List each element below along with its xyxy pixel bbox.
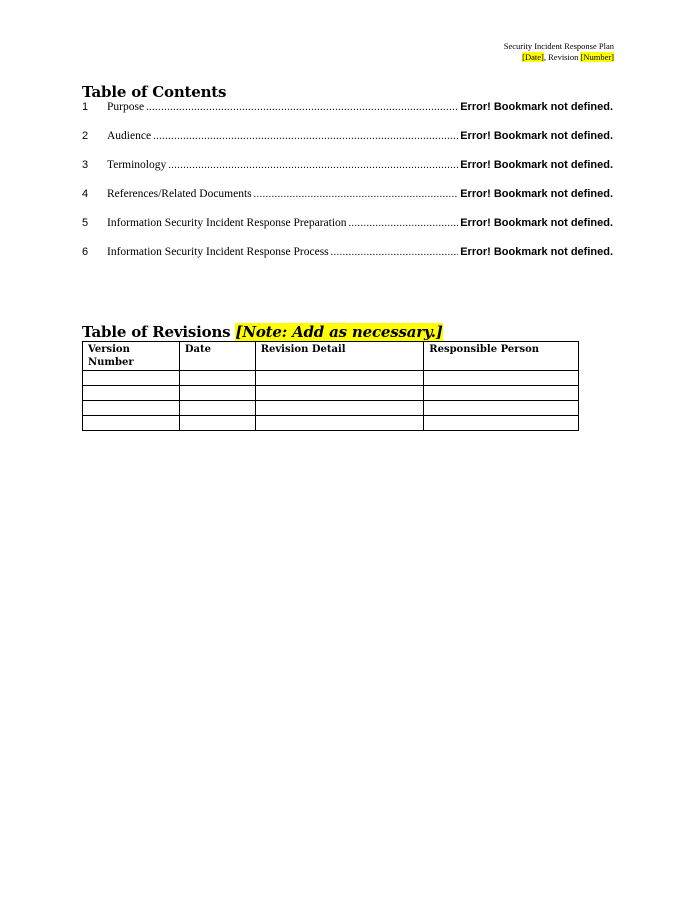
toc-entry-page: Error! Bookmark not defined. bbox=[460, 159, 613, 171]
table-cell[interactable] bbox=[424, 401, 579, 416]
toc-leader-dots bbox=[153, 131, 458, 142]
toc-entry-number: 3 bbox=[82, 159, 89, 171]
toc-entry-number: 2 bbox=[82, 130, 89, 142]
toc-entry-number: 4 bbox=[82, 188, 89, 200]
toc-entry[interactable] bbox=[82, 101, 613, 130]
toc-entry[interactable] bbox=[82, 246, 613, 275]
table-of-contents bbox=[82, 101, 613, 275]
table-cell[interactable] bbox=[179, 416, 255, 431]
column-header-date: Date bbox=[179, 342, 255, 371]
table-cell[interactable] bbox=[424, 386, 579, 401]
toc-entry-page: Error! Bookmark not defined. bbox=[460, 188, 613, 200]
toc-entry-page: Error! Bookmark not defined. bbox=[460, 130, 613, 142]
table-cell[interactable] bbox=[255, 416, 424, 431]
toc-entry-page: Error! Bookmark not defined. bbox=[460, 101, 613, 113]
table-cell[interactable] bbox=[179, 401, 255, 416]
table-cell[interactable] bbox=[83, 401, 180, 416]
table-cell[interactable] bbox=[255, 386, 424, 401]
toc-entry[interactable] bbox=[82, 130, 613, 159]
column-header-version-number: Version Number bbox=[83, 342, 180, 371]
toc-entry-number: 1 bbox=[82, 101, 89, 113]
table-row bbox=[83, 401, 579, 416]
table-cell[interactable] bbox=[83, 371, 180, 386]
toc-entry[interactable] bbox=[82, 188, 613, 217]
table-cell[interactable] bbox=[255, 371, 424, 386]
revisions-title-text: Table of Revisions bbox=[82, 323, 236, 341]
revisions-table bbox=[82, 341, 579, 431]
column-header-revision-detail: Revision Detail bbox=[255, 342, 424, 371]
toc-entry[interactable] bbox=[82, 159, 613, 188]
table-row bbox=[83, 416, 579, 431]
table-row bbox=[83, 386, 579, 401]
toc-entry-page: Error! Bookmark not defined. bbox=[460, 217, 613, 229]
number-placeholder[interactable]: [Number] bbox=[580, 52, 614, 62]
table-cell[interactable] bbox=[424, 371, 579, 386]
toc-entry-label[interactable]: Purpose bbox=[107, 101, 145, 113]
toc-leader-dots bbox=[331, 247, 459, 258]
table-cell[interactable] bbox=[83, 386, 180, 401]
toc-entry[interactable] bbox=[82, 217, 613, 246]
toc-entry-label[interactable]: Information Security Incident Response Preparation bbox=[107, 217, 347, 229]
toc-leader-dots bbox=[146, 102, 458, 113]
toc-entry-label[interactable]: Terminology bbox=[107, 159, 167, 171]
page-header bbox=[504, 41, 614, 63]
toc-entry-page: Error! Bookmark not defined. bbox=[460, 246, 613, 258]
toc-leader-dots bbox=[254, 189, 459, 200]
toc-leader-dots bbox=[349, 218, 459, 229]
table-cell[interactable] bbox=[83, 416, 180, 431]
header-doc-title: Security Incident Response Plan bbox=[503, 41, 614, 51]
toc-entry-label[interactable]: Information Security Incident Response Process bbox=[107, 246, 329, 258]
revision-label: , Revision bbox=[543, 52, 581, 62]
date-placeholder[interactable]: [Date] bbox=[522, 52, 544, 62]
table-cell[interactable] bbox=[255, 401, 424, 416]
toc-title: Table of Contents bbox=[82, 83, 227, 101]
toc-entry-number: 6 bbox=[82, 246, 89, 258]
toc-entry-number: 5 bbox=[82, 217, 89, 229]
revisions-title bbox=[82, 323, 443, 341]
header-revision-line bbox=[504, 52, 614, 63]
table-cell[interactable] bbox=[179, 371, 255, 386]
column-header-responsible-person: Responsible Person bbox=[424, 342, 579, 371]
toc-leader-dots bbox=[168, 160, 458, 171]
table-cell[interactable] bbox=[179, 386, 255, 401]
toc-entry-label[interactable]: References/Related Documents bbox=[107, 188, 252, 200]
table-cell[interactable] bbox=[424, 416, 579, 431]
toc-entry-label[interactable]: Audience bbox=[107, 130, 152, 142]
table-row bbox=[83, 371, 579, 386]
revisions-note: [Note: Add as necessary.] bbox=[235, 323, 443, 341]
revisions-header-row bbox=[83, 342, 579, 371]
